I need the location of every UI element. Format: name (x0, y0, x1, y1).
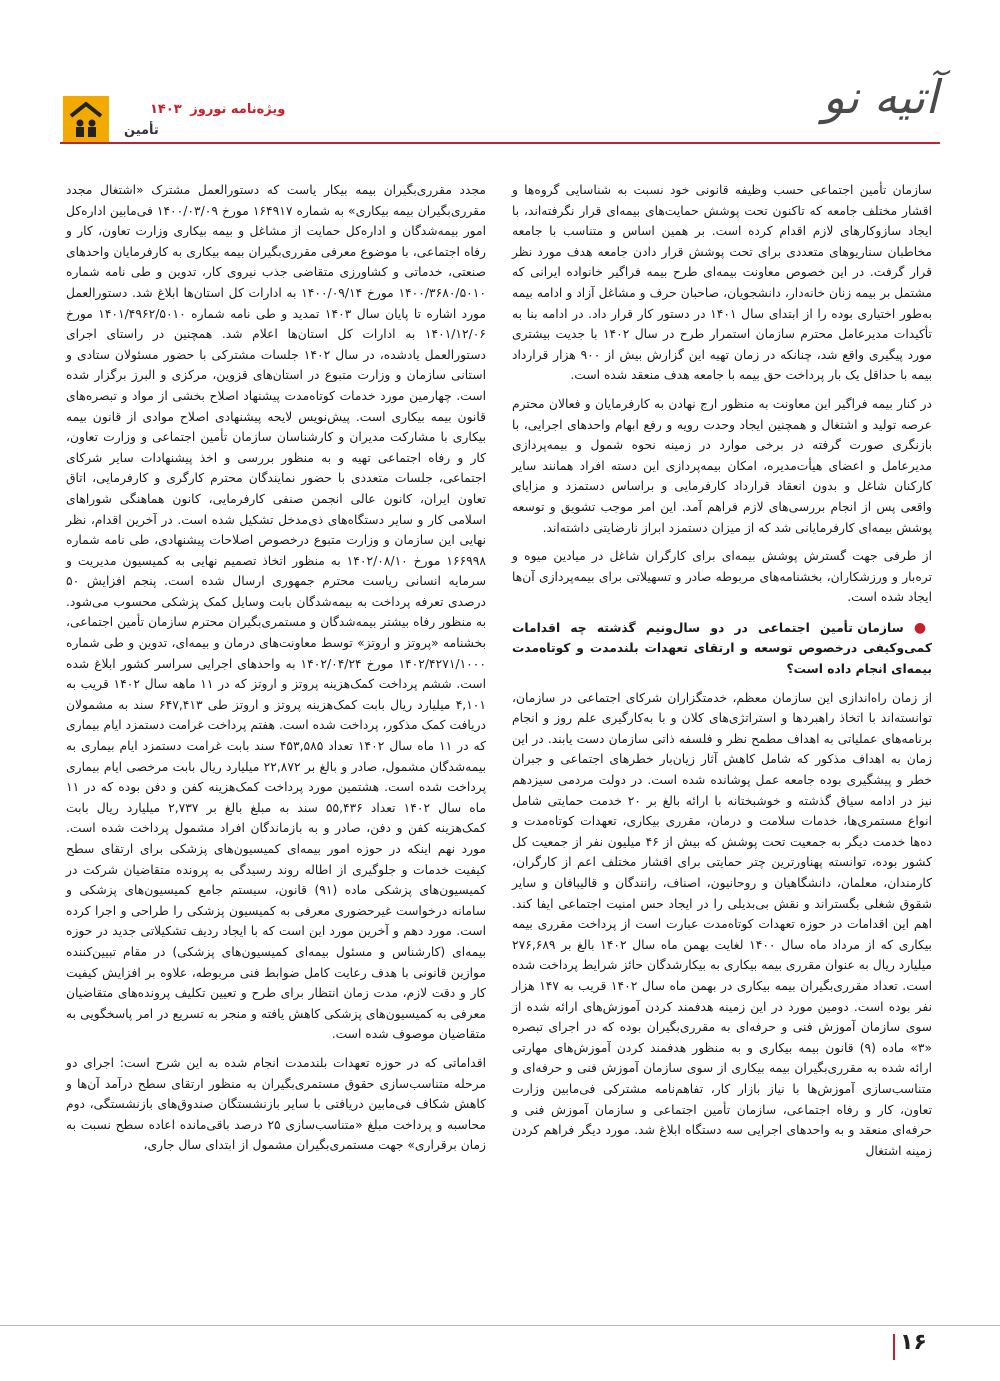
page-number: ۱۶ (900, 1330, 927, 1355)
page-header (0, 0, 1000, 150)
page-number-bar (893, 1334, 895, 1360)
left-column (66, 180, 486, 1164)
section-emblem-icon (63, 96, 109, 142)
magazine-logo (818, 62, 958, 132)
issue-title-text: ویژه‌نامه نوروز (190, 102, 286, 117)
logo-text: آتیه نو (822, 70, 938, 124)
section-label: تأمین (124, 123, 159, 138)
header-divider (60, 142, 940, 144)
interview-question (512, 618, 932, 680)
question-text: سازمان تأمین اجتماعی در دو سال‌ونیم گذشته چه اقدامات کمی‌وکیفی درخصوص توسعه و ارتقای تعهدات بلندمدت و کوتاه‌مدت بیمه‌ای انجام داده است؟ (512, 620, 932, 677)
right-column (512, 180, 932, 1169)
paragraph: در کنار بیمه فراگیر این معاونت به منظور ارج نهادن به کارفرمایان و فعالان محترم عرصه تولید و اشتغال و همچنین ایجاد وحدت رویه و رفع ابهام واحدهای اجرایی، با بازنگری صورت گرفته در برخی موارد در زمینه نحوه شمول و بیمه‌پردازی مدیرعامل و اعضای هیأت‌مدیره، امکان بیمه‌پردازی این دسته افراد همانند سایر کارکنان شاغل و بدون انعقاد قرارداد کارفرمایی و براساس دستمزد و مزایای واقعی پس از انجام بررسی‌های لازم فراهم آمد. این امر موجب تشویق و توسعه پوشش بیمه‌ای کارفرمایانی شد که از میزان دستمزد ابراز نارضایتی داشته‌اند. (512, 396, 932, 535)
answer-paragraph: از زمان راه‌اندازی این سازمان معظم، خدمتگزاران شرکای اجتماعی در سازمان، توانسته‌اند با اتخاذ راهبردها و استراتژی‌های کلان و با به‌کارگیری علم روز و انجام برنامه‌های عملیاتی به اهداف مطمح نظر و فلسفه ذاتی سازمان دست یابند. در این زمان به اهداف مذکور که شامل کاهش آثار زیان‌بار خطرهای اجتماعی و جبران خطر و پیشگیری بوده جامعه عمل پوشانده شده است. در دولت مردمی سیزدهم نیز در ادامه سیاق گذشته و خوشبختانه با ارائه بالغ بر ۲۰ خدمت حمایتی شامل انواع مستمری‌ها، خدمات سلامت و درمان، مقرری بیکاری، تعهدات کوتاه‌مدت و ده‌ها خدمت دیگر به جمعیت تحت پوشش که بیش از ۴۶ میلیون نفر از جمعیت کل کشور بوده، توانسته پهناورترین چتر حمایتی برای اقشار مختلف اعم از کارگران، کارمندان، معلمان، دانشگاهیان و روحانیون، اصناف، رانندگان و قالیبافان و سایر شقوق شغلی بگستراند و نقش بی‌بدیلی را در ایجاد حس امنیت اجتماعی ایفا کند. اهم این اقدامات در حوزه تعهدات کوتاه‌مدت عبارت است از پرداخت مقرری بیمه بیکاری که از مرداد ماه سال ۱۴۰۰ لغایت بهمن ماه سال ۱۴۰۲ بالغ بر ۲۷۶,۶۸۹ میلیارد ریال به عنوان مقرری بیمه بیکاری به بیکارشدگان حائز شرایط پرداخت شده است. تعداد مقرری‌بگیران بیمه بیکاری در بهمن ماه سال ۱۴۰۲ قریب به ۱۴۷ هزار نفر بوده است. دومین مورد در این زمینه هدفمند کردن آموزش‌های ارائه شده از سوی سازمان آموزش فنی و حرفه‌ای به مقرری‌بگیران بوده که در اجرای تبصره «۳» ماده (۹) قانون بیمه بیکاری و به منظور هدفمند کردن آموزش‌های مهارتی ارائه شده به مقرری‌بگیران بیمه بیکاری از سوی سازمان آموزش فنی و حرفه‌ای و متناسب‌سازی آموزش‌ها با نیاز بازار کار، تفاهم‌نامه مشترکی فی‌مابین وزارت تعاون، کار و رفاه اجتماعی، سازمان تأمین اجتماعی و سازمان آموزش فنی و حرفه‌ای منعقد و به واحدهای اجرایی سه دستگاه ابلاغ شد. مورد دیگر فراهم کردن زمینه اشتغال (512, 690, 932, 1158)
paragraph: سازمان تأمین اجتماعی حسب وظیفه قانونی خود نسبت به شناسایی گروه‌ها و اقشار مختلف جامعه که تاکنون تحت پوشش حمایت‌های بیمه‌ای قرار نگرفته‌اند، با ایجاد سازوکارهای لازم اقدام کرده است. بر همین اساس و متناسب با جامعه مخاطبان سناریوهای متعددی برای تحت پوشش قرار دادن جامعه هدف مورد نظر قرار گرفت. در این خصوص معاونت بیمه‌ای طرح بیمه فراگیر خانواده ایرانی که مشتمل بر بیمه زنان خانه‌دار، دانشجویان، صاحبان حرف و مشاغل آزاد و ادامه بیمه به‌طور اختیاری بوده را از ابتدای سال ۱۴۰۱ در دستور کار قرار داد. در ادامه بنا به تأکیدات مدیرعامل محترم سازمان استمرار طرح در سال ۱۴۰۲ با جدیت بیشتری مورد پیگیری واقع شد، چنانکه در زمان تهیه این گزارش بیش از ۹۰۰ هزار قرارداد بیمه با حداقل یک بار پرداخت حق بیمه با جامعه هدف منعقد شده است. (512, 183, 932, 383)
bullet-icon: ● (913, 619, 933, 636)
footer-divider (0, 1325, 1000, 1326)
paragraph: مجدد مقرری‌بگیران بیمه بیکار یاست که دستورالعمل مشترک «اشتغال مجدد مقرری‌بگیران بیمه بیکاری» به شماره ۱۶۴۹۱۷ مورخ ۱۴۰۰/۰۳/۰۹ فی‌مابین اداره‌کل امور بیمه‌شدگان و اداره‌کل حمایت از مشاغل و بیمه بیکاری وزارت تعاون، کار و رفاه اجتماعی، با موضوع معرفی مقرری‌بگیران بیمه بیکاری به کارفرمایان واحدهای صنعتی، خدماتی و کشاورزی متقاضی جذب نیروی کار، تدوین و طی نامه شماره ۱۴۰۰/۳۶۸۰/۵۰۱۰ مورخ ۱۴۰۰/۰۹/۱۴ به ادارات کل استان‌ها ابلاغ شد. دستورالعمل مورد اشاره تا پایان سال ۱۴۰۳ تمدید و طی نامه شماره ۱۴۰۱/۴۹۶۲/۵۰۱۰ مورخ ۱۴۰۱/۱۲/۰۶ به ادارات کل استان‌ها اعلام شد. همچنین در راستای اجرای دستورالعمل یادشده، در سال ۱۴۰۲ جلسات مشترکی با حضور مسئولان ستادی و استانی سازمان و وزارت متبوع در استان‌های قزوین، مرکزی و البرز برگزار شده است. چهارمین مورد خدمات کوتاه‌مدت پیشنهاد اصلاح بخشی از مواد و تبصره‌های قانون بیمه بیکاری است. پیش‌نویس لایحه پیشنهادی اصلاح موادی از قانون بیمه بیکاری با مشارکت مدیران و کارشناسان سازمان تأمین اجتماعی و وزارت تعاون، کار و رفاه اجتماعی تهیه و به منظور بررسی و اخذ پیشنهادات سایر شرکای اجتماعی، جلسات متعددی با حضور نمایندگان محترم کارگری و کارفرمایی، اتاق تعاون ایران، کانون عالی انجمن صنفی کارفرمایی، کانون هماهنگی شوراهای اسلامی کار و سایر دستگاه‌های ذی‌مدخل تشکیل شده است. در آخرین اقدام، نظر نهایی این سازمان و وزارت متبوع درخصوص اصلاحات پیشنهادی، طی نامه شماره ۱۶۶۹۹۸ مورخ ۱۴۰۲/۰۸/۱۰ به منظور اتخاذ تصمیم نهایی به کمیسیون مدیریت و سرمایه انسانی ریاست محترم جمهوری ارسال شده است. پنجم افزایش ۵۰ درصدی تعرفه پرداخت به بیمه‌شدگان بابت وسایل کمک پزشکی محسوب می‌شود. به منظور رفاه بیشتر بیمه‌شدگان و مستمری‌بگیران محترم سازمان تأمین اجتماعی، بخشنامه «پروتز و اروتز» توسط معاونت‌های درمان و بیمه‌ای، تدوین و طی شماره ۱۴۰۲/۴۲۷۱/۱۰۰۰ مورخ ۱۴۰۲/۰۴/۲۴ به واحدهای اجرایی سراسر کشور ابلاغ شده است. ششم پرداخت کمک‌هزینه پروتز و اروتز که در ۱۱ ماهه سال ۱۴۰۲ قریب به ۴,۱۰۱ میلیارد ریال بابت کمک‌هزینه پروتز و اروتز طی ۶۴۷,۴۱۳ سند به مشمولان دریافت کمک مذکور، پرداخت شده است. هفتم پرداخت غرامت دستمزد ایام بیماری که در ۱۱ ماه سال ۱۴۰۲ تعداد ۴۵۳,۵۸۵ سند بابت غرامت دستمزد ایام بیماری به بیمه‌شدگان مشمول، صادر و بالغ بر ۲۲,۸۷۲ میلیارد ریال بابت مرخصی ایام بیماری پرداخت شده است. هشتمین مورد پرداخت کمک‌هزینه کفن و دفن بوده که در ۱۱ ماه سال ۱۴۰۲ تعداد ۵۵,۴۳۶ سند به مبلغ بالغ بر ۲,۷۳۷ میلیارد ریال بابت کمک‌هزینه کفن و دفن، صادر و به بازماندگان افراد مشمول پرداخت شده است. مورد نهم اینکه در حوزه امور بیمه‌ای کمیسیون‌های پزشکی برای ارتقای سطح کیفیت خدمات و جلوگیری از اطاله روند رسیدگی به پرونده متقاضیان شرکت در کمیسیون‌های پزشکی ماده (۹۱) قانون، سیستم جامع کمیسیون‌های پزشکی و سامانه درخواست غیرحضوری معرفی به کمیسیون پزشکی را طراحی و اجرا کرده است. مورد دهم و آخرین مورد این است که با ایجاد ردیف تشکیلاتی جدید در حوزه بیمه‌ای (کارشناس و مسئول بیمه‌ای کمیسیون‌های پزشکی) در مقام تبیین‌کننده موازین قانونی با هدف رعایت کامل ضوابط فنی مربوطه، علاوه بر افزایش کیفیت کار و دقت لازم، مدت زمان انتظار برای طرح و تعیین تکلیف پرونده‌های متقاضیان معرفی به کمیسیون‌های پزشکی کاهش یافته و منجر به تسریع در امر پاسخگویی به متقاضیان موصوف شده است. (66, 183, 487, 1042)
paragraph: از طرفی جهت گسترش پوشش بیمه‌ای برای کارگران شاغل در میادین میوه و تره‌بار و ورزشکاران، بخشنامه‌های مربوطه صادر و تسهیلاتی برای بیمه‌پردازی آن‌ها ایجاد شده است. (512, 549, 932, 605)
paragraph: اقداماتی که در حوزه تعهدات بلندمدت انجام شده به این شرح است: اجرای دو مرحله متناسب‌سازی حقوق مستمری‌بگیران به منظور ارتقای سطح درآمد آن‌ها و کاهش شکاف فی‌مابین دریافتی با سایر بازنشستگان صندوق‌های بازنشستگی، دوم محاسبه و پرداخت مبلغ «متناسب‌سازی ۲۵ درصد باقی‌مانده اعاده سطح نسبت به زمان برقراری» جهت مستمری‌بگیران مشمول از ابتدای سال جاری، (66, 1055, 486, 1153)
issue-year: ۱۴۰۳ (150, 102, 182, 117)
issue-title (150, 102, 285, 117)
